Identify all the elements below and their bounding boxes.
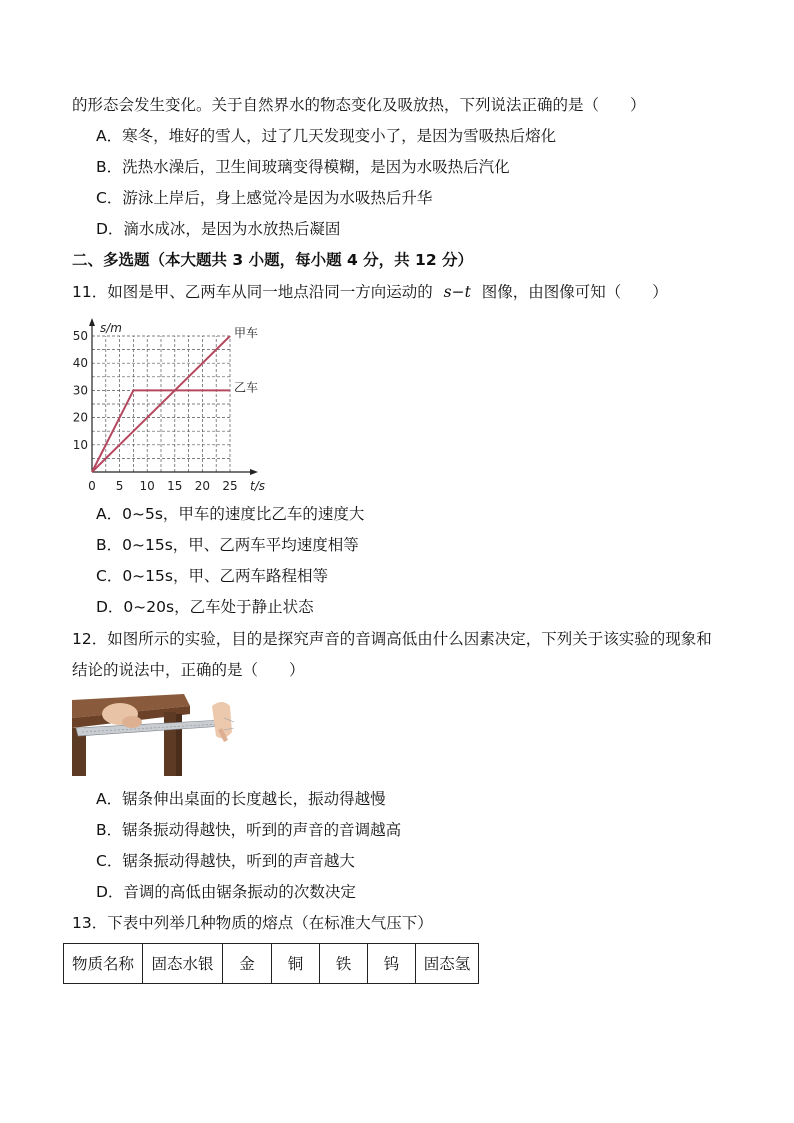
y-tick-label: 20 xyxy=(72,410,88,425)
x-tick-label: 15 xyxy=(167,479,183,493)
q10-option-a: A．寒冬，堆好的雪人，过了几天发现变小了，是因为雪吸热后熔化 xyxy=(96,127,557,145)
q11-option-a: A．0~5s，甲车的速度比乙车的速度大 xyxy=(96,505,365,523)
q12-option-c: C．锯条振动得越快，听到的声音越大 xyxy=(96,852,355,870)
series-label-0: 甲车 xyxy=(234,326,259,340)
q12-option-b: B．锯条振动得越快，听到的声音的音调越高 xyxy=(96,821,402,839)
table-cell: 铁 xyxy=(320,944,368,984)
q11-stem-math: s−t xyxy=(443,283,471,301)
y-axis-arrow xyxy=(89,318,95,326)
x-axis-arrow xyxy=(250,469,258,475)
q12-stem-line2: 结论的说法中，正确的是（ ） xyxy=(72,661,305,679)
x-axis-label: t/s xyxy=(250,479,265,493)
q13-stem: 13．下表中列举几种物质的熔点（在标准大气压下） xyxy=(72,914,433,932)
x-tick-label: 5 xyxy=(115,479,124,493)
table-cell: 铜 xyxy=(272,944,320,984)
table-cell: 钨 xyxy=(368,944,416,984)
section-heading: 二、多选题（本大题共 3 小题，每小题 4 分，共 12 分） xyxy=(72,251,474,269)
q11-stem xyxy=(72,282,668,302)
q11-option-c: C．0~15s，甲、乙两车路程相等 xyxy=(96,567,328,585)
st-graph xyxy=(68,308,278,494)
table-row xyxy=(64,944,479,984)
q12-option-a: A．锯条伸出桌面的长度越长，振动得越慢 xyxy=(96,790,386,808)
y-tick-label: 30 xyxy=(72,383,88,398)
melting-point-table xyxy=(63,943,479,984)
y-tick-label: 50 xyxy=(72,329,88,343)
q10-stem: 的形态会发生变化。关于自然界水的物态变化及吸放热，下列说法正确的是（ ） xyxy=(72,96,646,114)
q11-stem-pre: 11．如图是甲、乙两车从同一地点沿同一方向运动的 xyxy=(72,283,433,301)
table-cell: 物质名称 xyxy=(64,944,143,984)
saw-blade-experiment-photo xyxy=(72,692,294,776)
x-tick-label: 25 xyxy=(222,479,238,493)
table-cell: 金 xyxy=(223,944,272,984)
y-tick-label: 40 xyxy=(72,356,88,371)
y-tick-label: 10 xyxy=(72,437,88,452)
q11-option-d: D．0~20s，乙车处于静止状态 xyxy=(96,598,314,616)
x-tick-label: 20 xyxy=(194,479,211,493)
q10-option-d: D．滴水成冰，是因为水放热后凝固 xyxy=(96,220,341,238)
q10-option-c: C．游泳上岸后，身上感觉冷是因为水吸热后升华 xyxy=(96,189,433,207)
q11-stem-post: 图像，由图像可知（ ） xyxy=(481,283,668,301)
q10-option-b: B．洗热水澡后，卫生间玻璃变得模糊，是因为水吸热后汽化 xyxy=(96,158,510,176)
q12-option-d: D．音调的高低由锯条振动的次数决定 xyxy=(96,883,356,901)
q11-option-b: B．0~15s，甲、乙两车平均速度相等 xyxy=(96,536,359,554)
q12-stem-line1: 12．如图所示的实验，目的是探究声音的音调高低由什么因素决定，下列关于该实验的现象和 xyxy=(72,630,712,648)
table-cell: 固态水银 xyxy=(143,944,223,984)
table-cell: 固态氢 xyxy=(416,944,479,984)
series-label-1: 乙车 xyxy=(234,380,259,395)
x-tick-label: 0 xyxy=(88,479,96,493)
y-axis-label: s/m xyxy=(100,321,122,335)
x-tick-label: 10 xyxy=(139,479,155,493)
